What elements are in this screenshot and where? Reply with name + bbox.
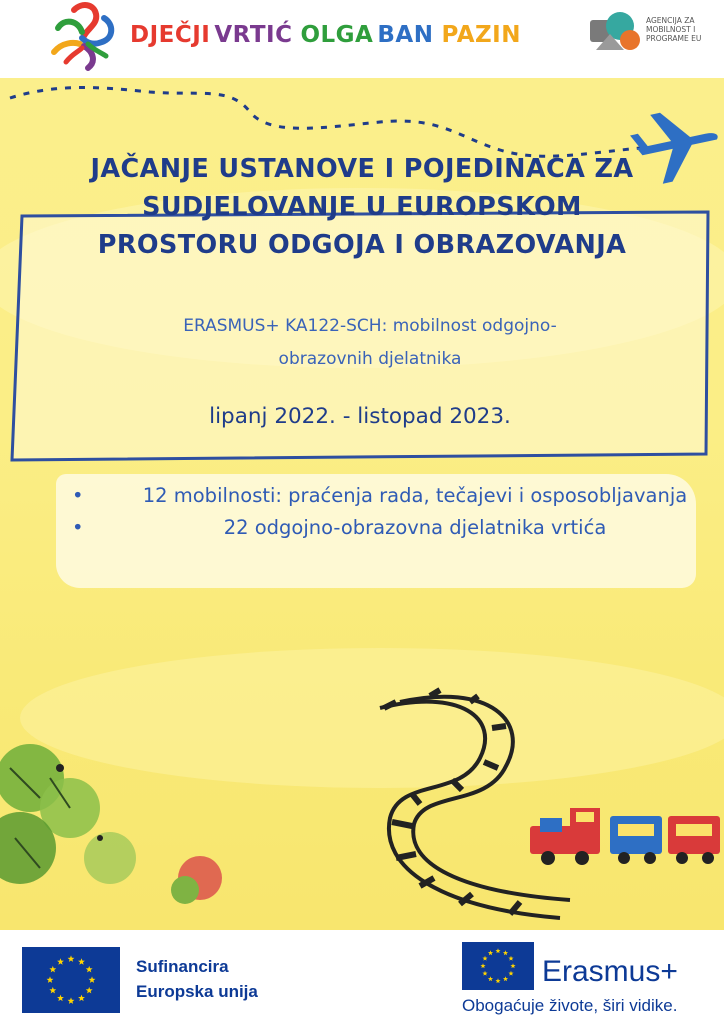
list-item-text: 22 odgojno-obrazovna djelatnika vrtića xyxy=(223,516,607,539)
erasmus-tagline: Obogaćuje živote, širi vidike. xyxy=(462,996,678,1015)
kindergarten-hands-logo-icon xyxy=(44,2,122,72)
eu-funding-line: Sufinancira xyxy=(136,957,229,976)
erasmus-flag-icon xyxy=(462,942,534,990)
title-line: PROSTORU ODGOJA I OBRAZOVANJA xyxy=(97,230,627,260)
bullet-list xyxy=(70,480,690,544)
agency-line: MOBILNOST I xyxy=(646,25,696,34)
logo-word: DJEČJI xyxy=(130,22,211,48)
list-item-text: 12 mobilnosti: praćenja rada, tečajevi i osposobljavanja xyxy=(142,484,688,507)
header xyxy=(0,0,724,78)
logo-word: PAZIN xyxy=(441,22,521,48)
eu-funding-line: Europska unija xyxy=(136,982,258,1001)
flight-path xyxy=(10,88,640,157)
page-title xyxy=(22,150,702,264)
subtitle-line: ERASMUS+ KA122-SCH: mobilnost odgojno- xyxy=(183,316,557,336)
logo-word: VRTIĆ xyxy=(214,22,293,48)
train-illustration xyxy=(530,808,720,865)
logo-word: OLGA xyxy=(300,22,374,48)
erasmus-logo-text: Erasmus+ xyxy=(542,955,678,988)
list-item xyxy=(70,512,690,544)
eu-flag-icon xyxy=(22,947,120,1013)
logo-word: BAN xyxy=(377,22,434,48)
agency-name xyxy=(646,16,701,43)
bullet-dot-icon: • xyxy=(72,484,84,507)
title-line: JAČANJE USTANOVE I POJEDINACA ZA xyxy=(90,154,634,184)
project-dates: lipanj 2022. - listopad 2023. xyxy=(209,404,511,429)
eu-funding-label xyxy=(136,954,258,1004)
program-subtitle xyxy=(60,310,680,376)
bullet-dot-icon: • xyxy=(72,516,84,539)
kindergarten-name xyxy=(130,22,525,48)
subtitle-line: obrazovnih djelatnika xyxy=(278,349,462,369)
agency-line: PROGRAME EU xyxy=(646,34,702,43)
title-line: SUDJELOVANJE U EUROPSKOM xyxy=(142,192,582,222)
list-item xyxy=(70,480,690,512)
agency-line: AGENCIJA ZA xyxy=(646,16,695,25)
